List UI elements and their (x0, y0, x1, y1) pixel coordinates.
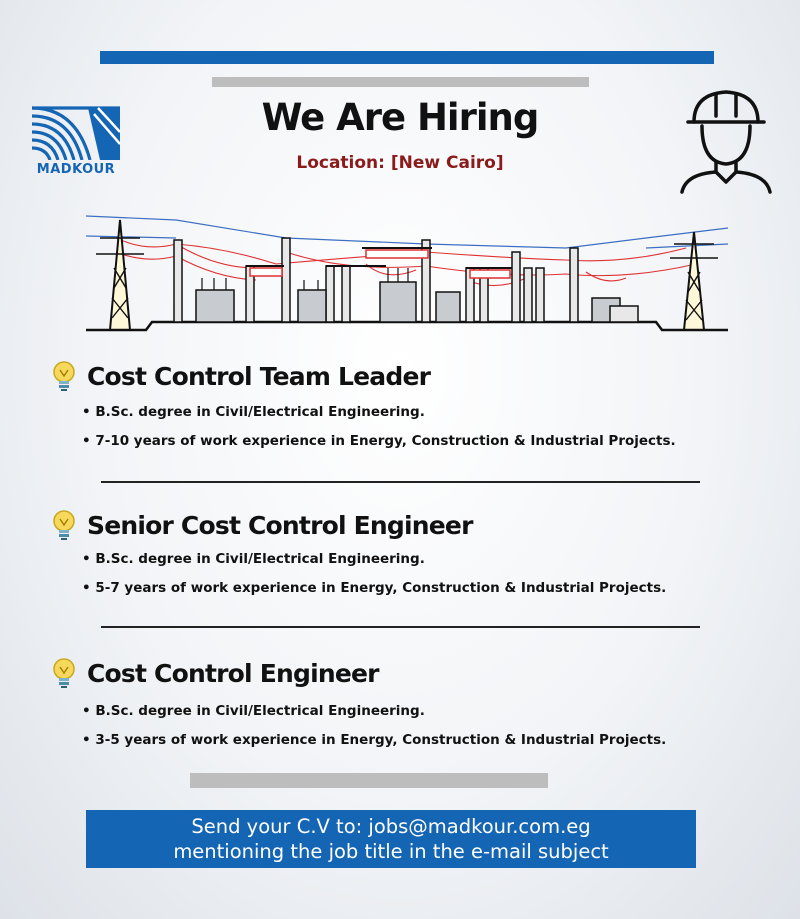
job-requirement: • 5-7 years of work experience in Energy, Construction & Industrial Projects. (82, 580, 667, 596)
job-posting-1 (50, 360, 750, 449)
worker-helmet-icon (676, 86, 776, 196)
location-label: Location: [New Cairo] (296, 153, 504, 173)
job-posting-3 (50, 657, 750, 748)
top-blue-bar (100, 51, 714, 64)
job-requirement: • B.Sc. degree in Civil/Electrical Engineering. (82, 551, 425, 567)
apply-instructions-banner (86, 810, 696, 868)
job-requirement: • B.Sc. degree in Civil/Electrical Engineering. (82, 703, 425, 719)
job-posting-2 (50, 509, 750, 596)
section-divider (101, 626, 700, 628)
madkour-logo-icon (30, 104, 122, 160)
section-divider (101, 481, 700, 483)
job-requirement: • B.Sc. degree in Civil/Electrical Engineering. (82, 404, 425, 420)
bottom-gray-bar (190, 773, 548, 788)
apply-subject-line: mentioning the job title in the e-mail subject (173, 840, 609, 863)
top-gray-bar (212, 77, 589, 87)
lightbulb-icon (50, 509, 78, 541)
job-title: Cost Control Engineer (87, 658, 379, 688)
job-title: Cost Control Team Leader (87, 361, 431, 391)
job-requirement: • 7-10 years of work experience in Energy, Construction & Industrial Projects. (82, 433, 676, 449)
logo-wordmark: MADKOUR (36, 162, 116, 177)
electrical-substation-illustration (86, 208, 732, 338)
lightbulb-icon (50, 657, 78, 689)
job-title: Senior Cost Control Engineer (87, 510, 473, 540)
lightbulb-icon (50, 360, 78, 392)
job-requirement: • 3-5 years of work experience in Energy, Construction & Industrial Projects. (82, 732, 667, 748)
madkour-logo (30, 104, 122, 182)
page-title: We Are Hiring (261, 96, 539, 139)
apply-email-line: Send your C.V to: jobs@madkour.com.eg (191, 815, 591, 838)
